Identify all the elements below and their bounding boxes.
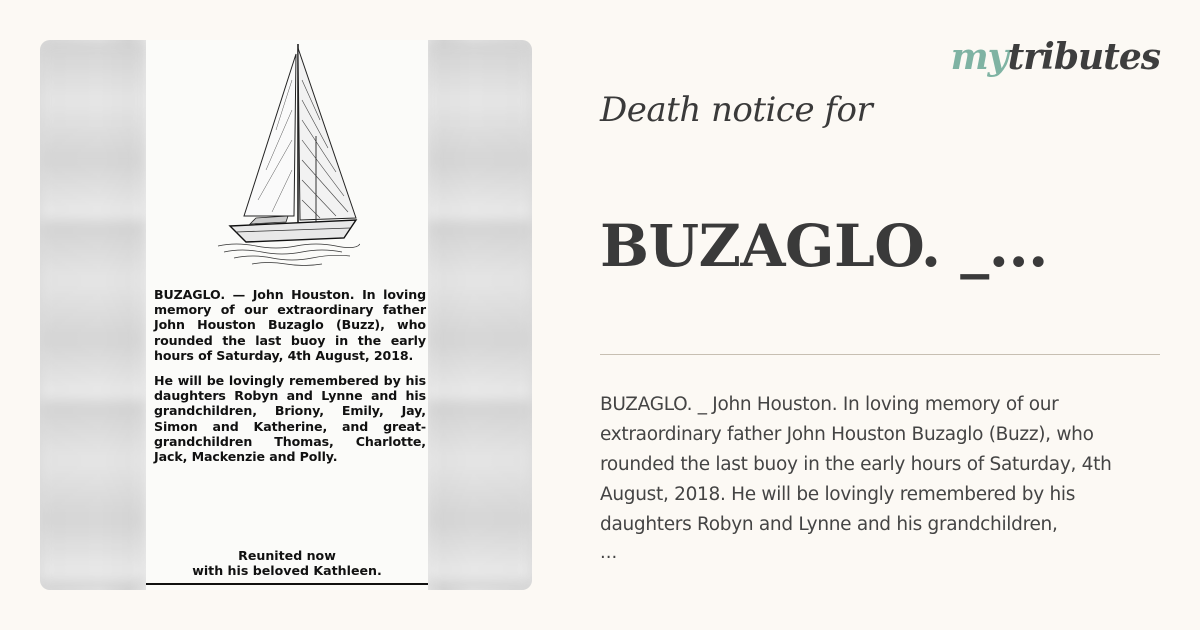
reunited-line-2: with his beloved Kathleen. [192,563,382,579]
notice-reunited [146,548,428,578]
notice-excerpt: BUZAGLO. _ John Houston. In loving memory of our extraordinary father John Houston Buzaglo (Buzz), who rounded the last buoy in the early hours of Saturday, 4th August, 2018. He will be lovingly remembered by his daughters Robyn and Lynne and his grandchildren, [600,394,1112,535]
deceased-name: BUZAGLO. _... [600,212,1048,280]
excerpt-more: ... [600,542,618,563]
notice-name-line: — John Houston. [225,287,355,302]
logo-my: my [950,36,1008,78]
heading-label: Death notice for [600,90,873,130]
notice-paragraph-1 [154,287,426,363]
reunited-line-1: Reunited now [238,548,336,563]
death-notice-image [40,40,532,590]
sailboat-illustration-icon [216,40,360,272]
mytributes-logo[interactable] [951,36,1160,78]
logo-tributes: tributes [1007,36,1160,78]
blurred-background-left [40,40,146,590]
notice-text [154,287,426,474]
notice-paragraph-1-text: In loving memory of our extraordinary father John Houston Buzaglo (Buzz), who rounded the last buoy in the early hours of Saturday, 4th August, 2018. [154,287,426,363]
divider [600,354,1160,355]
blurred-background-right [426,40,532,590]
newspaper-clipping [146,40,428,590]
notice-paragraph-2: He will be lovingly remembered by his daughters Robyn and Lynne and his grandchildren, Briony, Emily, Jay, Simon and Katherine, and great-grandchildren Thomas, Charlotte, Jack, Mackenzie and Polly. [154,373,426,465]
notice-bottom-rule [146,583,428,585]
notice-surname: BUZAGLO. [154,287,226,302]
